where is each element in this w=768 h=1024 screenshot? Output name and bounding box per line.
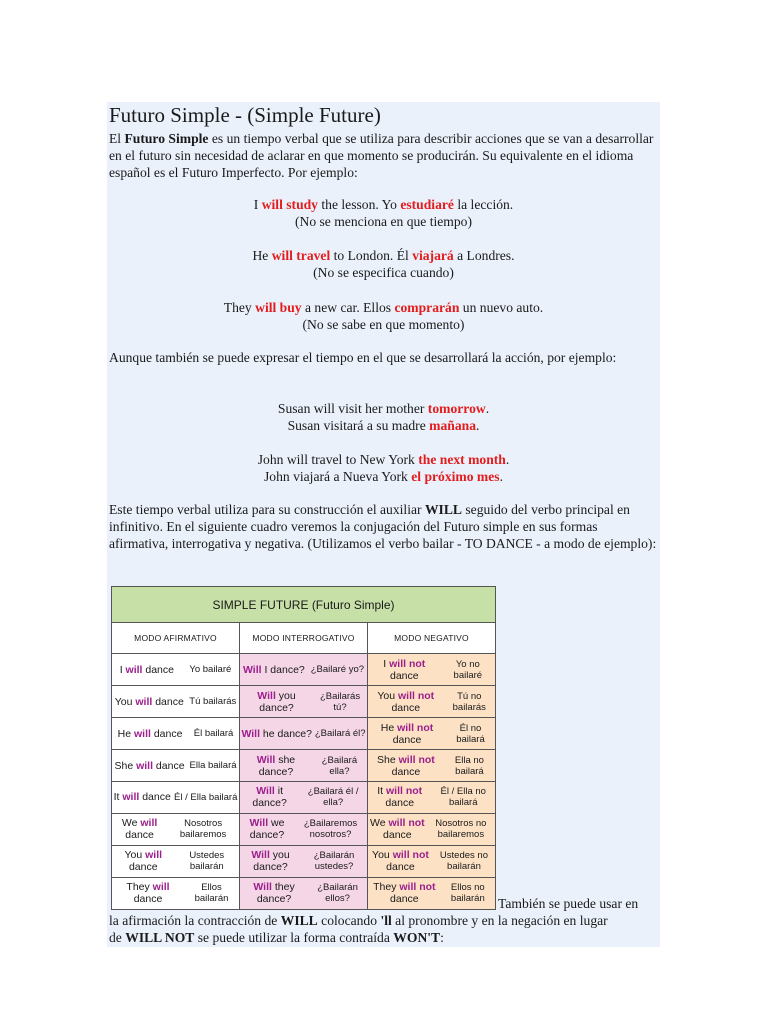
example-translation: John viajará a Nueva York el próximo mes. [264, 469, 503, 484]
header-negative: MODO NEGATIVO [368, 623, 496, 654]
spanish-form: Ellos bailarán [194, 882, 229, 905]
affirmative-cell [112, 654, 240, 686]
english-form: Will she dance? [256, 753, 296, 778]
spanish-form: Yo no bailaré [453, 658, 483, 681]
spanish-form: ¿Bailará él? [314, 728, 366, 740]
english-form: I will dance [119, 663, 174, 676]
table-row [112, 845, 496, 877]
spanish-form: Ella no bailará [454, 754, 484, 777]
example-line: They will buy a new car. Ellos comprarán un nuevo auto. [223, 300, 544, 315]
english-form: It will not dance [377, 785, 423, 810]
english-form: It will dance [113, 791, 171, 804]
spanish-form: Tú bailarás [189, 696, 237, 708]
affirmative-cell [112, 718, 240, 750]
paragraph-2: Aunque también se puede expresar el tiempo en el que se desarrollará la acción, por ejemplo: [109, 350, 617, 365]
table-row [112, 654, 496, 686]
spanish-form: ¿Bailará ella? [321, 754, 358, 777]
example-note: (No se sabe en que momento) [302, 317, 465, 332]
affirmative-cell [112, 813, 240, 845]
table-row [112, 877, 496, 909]
english-form: You will dance [114, 695, 184, 708]
spanish-form: Ustedes bailarán [189, 850, 225, 873]
negative-cell [368, 718, 496, 750]
interrogative-cell [240, 718, 368, 750]
affirmative-cell [112, 750, 240, 782]
negative-cell [368, 686, 496, 718]
interrogative-cell [240, 877, 368, 909]
english-form: Will it dance? [252, 785, 287, 810]
affirmative-cell [112, 686, 240, 718]
negative-cell [368, 750, 496, 782]
paragraph-3: Este tiempo verbal utiliza para su construcción el auxiliar WILL seguido del verbo principal en infinitivo. En el siguiente cuadro veremos la conjugación del Futuro simple en sus formas afirmativa, interrogativa y negativa. (Utilizamos el verbo bailar - TO DANCE - a modo de ejemplo): [109, 502, 657, 551]
spanish-form: ¿Bailará él / ella? [307, 786, 359, 809]
english-form: Will you dance? [251, 849, 290, 874]
english-form: I will not dance [383, 657, 426, 682]
document-page [107, 102, 660, 947]
negative-cell [368, 654, 496, 686]
example-note: (No se especifica cuando) [313, 265, 454, 280]
negative-cell [368, 845, 496, 877]
interrogative-cell [240, 813, 368, 845]
table-row [112, 782, 496, 814]
page-title: Futuro Simple - (Simple Future) [109, 103, 381, 127]
spanish-form: Tú no bailarás [452, 690, 486, 713]
spanish-form: Nosotros bailaremos [179, 818, 227, 841]
english-form: They will dance [126, 881, 170, 906]
negative-cell [368, 782, 496, 814]
english-form: She will not dance [377, 753, 435, 778]
spanish-form: Él bailará [193, 728, 234, 740]
spanish-form: ¿Bailarán ustedes? [313, 850, 355, 873]
english-form: They will not dance [373, 881, 436, 906]
english-form: He will dance [117, 727, 183, 740]
header-affirmative: MODO AFIRMATIVO [112, 623, 240, 654]
english-form: Will you dance? [257, 689, 296, 714]
english-form: Will they dance? [253, 881, 295, 906]
table-row [112, 686, 496, 718]
spanish-form: ¿Bailarás tú? [319, 690, 361, 713]
trailing-paragraph: la afirmación la contracción de WILL colocando 'll al pronombre y en la negación en lugar de WILL NOT se puede utilizar la forma contraída WON'T: [109, 913, 608, 945]
interrogative-cell [240, 654, 368, 686]
spanish-form: Ellos no bailarán [450, 882, 485, 905]
conjugation-table [111, 586, 496, 910]
english-form: Will I dance? [242, 663, 305, 676]
spanish-form: Ella bailará [189, 760, 237, 771]
spanish-form: ¿Bailaré yo? [310, 664, 365, 676]
negative-cell [368, 813, 496, 845]
english-form: You will not dance [372, 849, 429, 874]
table-row [112, 718, 496, 750]
example-line: He will travel to London. Él viajará a Londres. [252, 248, 515, 263]
interrogative-cell [240, 782, 368, 814]
english-form: You will not dance [377, 689, 435, 714]
example-note: (No se menciona en que tiempo) [294, 214, 473, 229]
english-form: She will dance [114, 759, 185, 772]
spanish-form: Yo bailaré [189, 664, 232, 676]
affirmative-cell [112, 877, 240, 909]
english-form: He will not dance [380, 721, 434, 746]
english-form: You will dance [124, 849, 163, 874]
english-form: Will we dance? [249, 817, 285, 842]
interrogative-cell [240, 750, 368, 782]
spanish-form: Él / Ella no bailará [440, 786, 486, 809]
table-title: SIMPLE FUTURE (Futuro Simple) [112, 587, 496, 623]
english-form: Will he dance? [241, 727, 312, 740]
table-row [112, 813, 496, 845]
spanish-form: Él no bailará [456, 722, 485, 745]
spanish-form: Él / Ella bailará [174, 791, 238, 803]
english-form: We will not dance [370, 817, 425, 842]
header-interrogative: MODO INTERROGATIVO [240, 623, 368, 654]
english-form: We will dance [121, 817, 158, 842]
interrogative-cell [240, 686, 368, 718]
interrogative-cell [240, 845, 368, 877]
affirmative-cell [112, 782, 240, 814]
spanish-form: ¿Bailarán ellos? [317, 882, 358, 905]
trailing-text-start: También se puede usar en [498, 896, 639, 911]
spanish-form: Ustedes no bailarán [439, 850, 488, 873]
spanish-form: Nosotros no bailaremos [435, 818, 487, 841]
example-line: I will study the lesson. Yo estudiaré la lección. [253, 197, 514, 212]
spanish-form: ¿Bailaremos nosotros? [303, 818, 358, 841]
table-row [112, 750, 496, 782]
example-line: John will travel to New York the next month. [257, 452, 510, 467]
example-translation: Susan visitará a su madre mañana. [287, 418, 480, 433]
intro-paragraph: El Futuro Simple es un tiempo verbal que se utiliza para describir acciones que se van a desarrollar en el futuro sin necesidad de aclarar en que momento se producirán. Su equivalente en el idioma español es el Futuro Imperfecto. Por ejemplo: [109, 131, 654, 180]
affirmative-cell [112, 845, 240, 877]
negative-cell [368, 877, 496, 909]
example-line: Susan will visit her mother tomorrow. [277, 401, 490, 416]
